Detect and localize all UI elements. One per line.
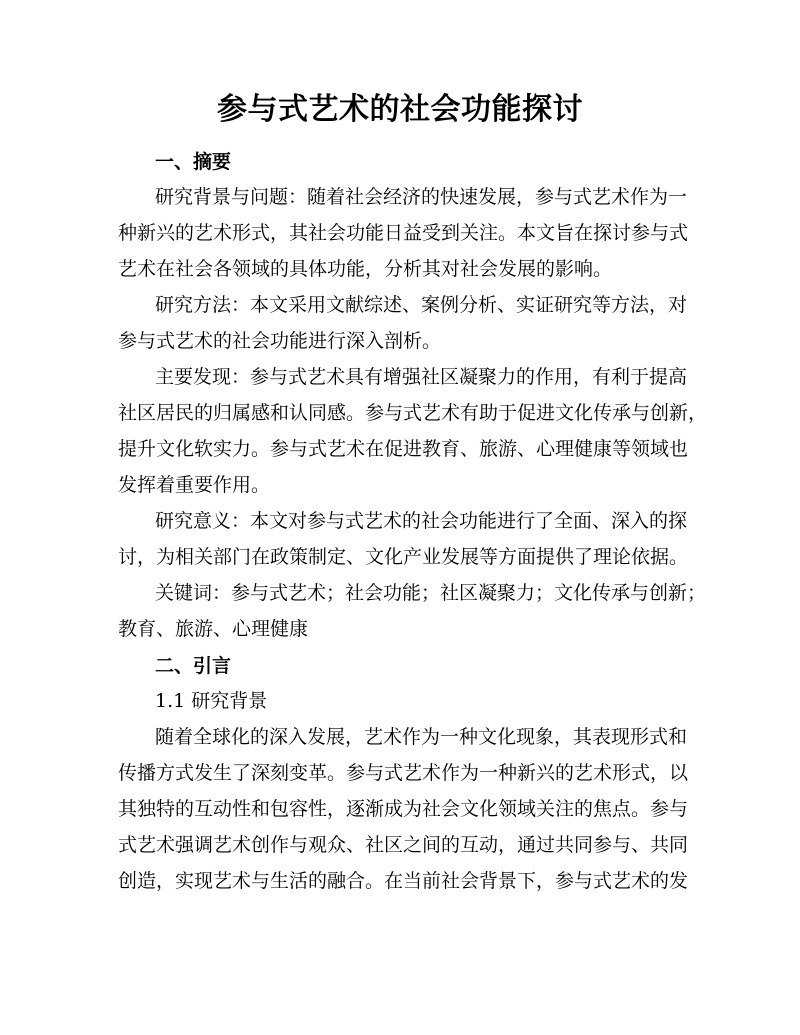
keywords-line: 教育、旅游、心理健康 — [118, 618, 309, 640]
paragraph-line: 社区居民的归属感和认同感。参与式艺术有助于促进文化传承与创新， — [118, 402, 708, 424]
paragraph-line: 提升文化软实力。参与式艺术在促进教育、旅游、心理健康等领域也 — [118, 438, 689, 460]
paragraph-line: 讨，为相关部门在政策制定、文化产业发展等方面提供了理论依据。 — [118, 546, 689, 568]
paragraph-line: 主要发现：参与式艺术具有增强社区凝聚力的作用，有利于提高 — [155, 366, 688, 388]
paragraph-line: 艺术在社会各领域的具体功能，分析其对社会发展的影响。 — [118, 258, 613, 280]
paragraph-line: 其独特的互动性和包容性，逐渐成为社会文化领域关注的焦点。参与 — [118, 798, 689, 820]
paragraph-line: 研究意义：本文对参与式艺术的社会功能进行了全面、深入的探 — [155, 510, 688, 532]
paragraph-line: 式艺术强调艺术创作与观众、社区之间的互动，通过共同参与、共同 — [118, 834, 689, 856]
subsection-heading-background: 1.1 研究背景 — [155, 690, 268, 712]
paragraph-line: 发挥着重要作用。 — [118, 474, 271, 496]
document-title: 参与式艺术的社会功能探讨 — [217, 92, 583, 127]
paragraph-line: 研究方法：本文采用文献综述、案例分析、实证研究等方法，对 — [155, 294, 688, 316]
paragraph-line: 传播方式发生了深刻变革。参与式艺术作为一种新兴的艺术形式，以 — [118, 762, 689, 784]
paragraph-line: 种新兴的艺术形式，其社会功能日益受到关注。本文旨在探讨参与式 — [118, 222, 689, 244]
paragraph-line: 研究背景与问题：随着社会经济的快速发展，参与式艺术作为一 — [155, 186, 688, 208]
keywords-line: 关键词：参与式艺术；社会功能；社区凝聚力；文化传承与创新； — [155, 582, 707, 604]
paragraph-line: 参与式艺术的社会功能进行深入剖析。 — [118, 330, 442, 352]
section-heading-introduction: 二、引言 — [155, 655, 232, 677]
paragraph-line: 创造，实现艺术与生活的融合。在当前社会背景下，参与式艺术的发 — [118, 870, 689, 892]
paragraph-line: 随着全球化的深入发展，艺术作为一种文化现象，其表现形式和 — [155, 726, 688, 748]
section-heading-abstract: 一、摘要 — [155, 151, 232, 173]
